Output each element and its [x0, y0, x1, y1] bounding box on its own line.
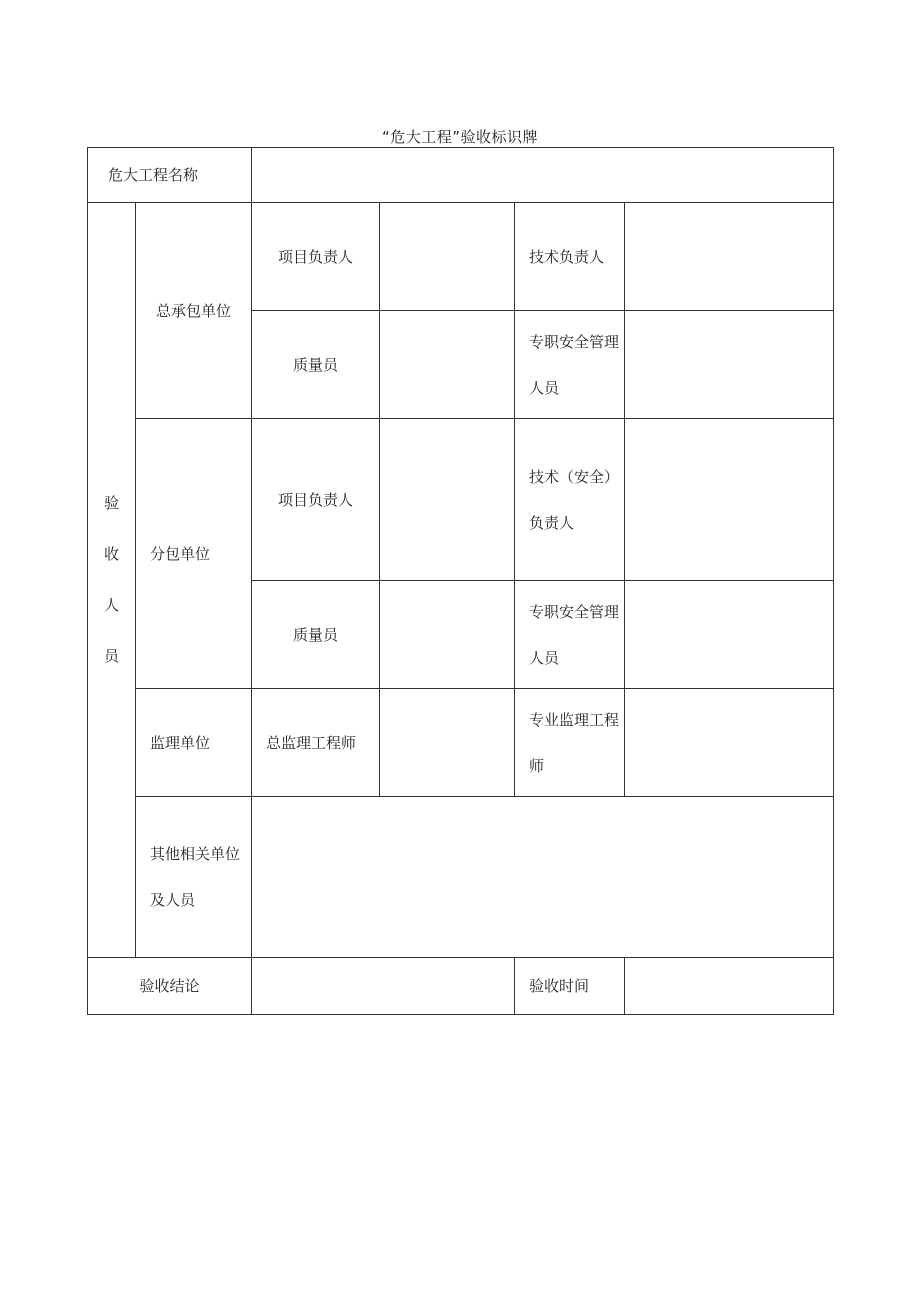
- chief-supervising-engineer-label: [252, 689, 380, 797]
- acceptance-time-label: 验收时间: [515, 958, 625, 1015]
- subcontractor-row-1: [88, 419, 834, 581]
- gc-project-manager-field[interactable]: [380, 203, 515, 311]
- project-name-row: [88, 148, 834, 203]
- sub-technical-safety-lead-field[interactable]: [625, 419, 834, 581]
- acceptance-personnel-text: 验收人员: [103, 494, 119, 665]
- sub-safety-manager-text: 专职安全管理人员: [529, 602, 620, 667]
- sub-quality-inspector-label: 质量员: [252, 581, 380, 689]
- sub-safety-manager-label: [515, 581, 625, 689]
- sub-technical-safety-lead-text: 技术（安全）负责人: [529, 467, 620, 532]
- acceptance-personnel-label: [88, 203, 136, 958]
- general-contractor-row-1: [88, 203, 834, 311]
- sub-safety-manager-field[interactable]: [625, 581, 834, 689]
- conclusion-label: 验收结论: [88, 958, 252, 1015]
- document-title: “危大工程”验收标识牌: [381, 128, 539, 146]
- gc-quality-inspector-field[interactable]: [380, 311, 515, 419]
- gc-technical-lead-text: 技术负责人: [529, 247, 605, 266]
- other-units-label: [136, 797, 252, 958]
- acceptance-time-field[interactable]: [625, 958, 834, 1015]
- project-name-field[interactable]: [252, 148, 834, 203]
- general-contractor-unit-label: [136, 203, 252, 419]
- gc-technical-lead-field[interactable]: [625, 203, 834, 311]
- gc-safety-manager-label: [515, 311, 625, 419]
- chief-supervising-engineer-text: 总监理工程师: [266, 733, 357, 752]
- chief-supervising-engineer-field[interactable]: [380, 689, 515, 797]
- subcontractor-unit-label: 分包单位: [136, 419, 252, 689]
- gc-safety-manager-text: 专职安全管理人员: [529, 332, 620, 397]
- specialist-supervising-engineer-text: 专业监理工程师: [529, 710, 620, 775]
- gc-safety-manager-field[interactable]: [625, 311, 834, 419]
- general-contractor-unit-text: 总承包单位: [156, 301, 232, 320]
- project-name-label: 危大工程名称: [88, 148, 252, 203]
- sub-technical-safety-lead-label: [515, 419, 625, 581]
- sub-project-manager-label: 项目负责人: [252, 419, 380, 581]
- specialist-supervising-engineer-field[interactable]: [625, 689, 834, 797]
- supervision-row: [88, 689, 834, 797]
- sub-quality-inspector-field[interactable]: [380, 581, 515, 689]
- acceptance-form-table: [87, 147, 834, 1015]
- supervision-unit-label: 监理单位: [136, 689, 252, 797]
- gc-technical-lead-label: [515, 203, 625, 311]
- conclusion-row: [88, 958, 834, 1015]
- gc-project-manager-label: 项目负责人: [252, 203, 380, 311]
- conclusion-field[interactable]: [252, 958, 515, 1015]
- other-units-row: [88, 797, 834, 958]
- other-units-field[interactable]: [252, 797, 834, 958]
- gc-quality-inspector-label: 质量员: [252, 311, 380, 419]
- specialist-supervising-engineer-label: [515, 689, 625, 797]
- sub-project-manager-field[interactable]: [380, 419, 515, 581]
- other-units-text: 其他相关单位及人员: [150, 845, 241, 909]
